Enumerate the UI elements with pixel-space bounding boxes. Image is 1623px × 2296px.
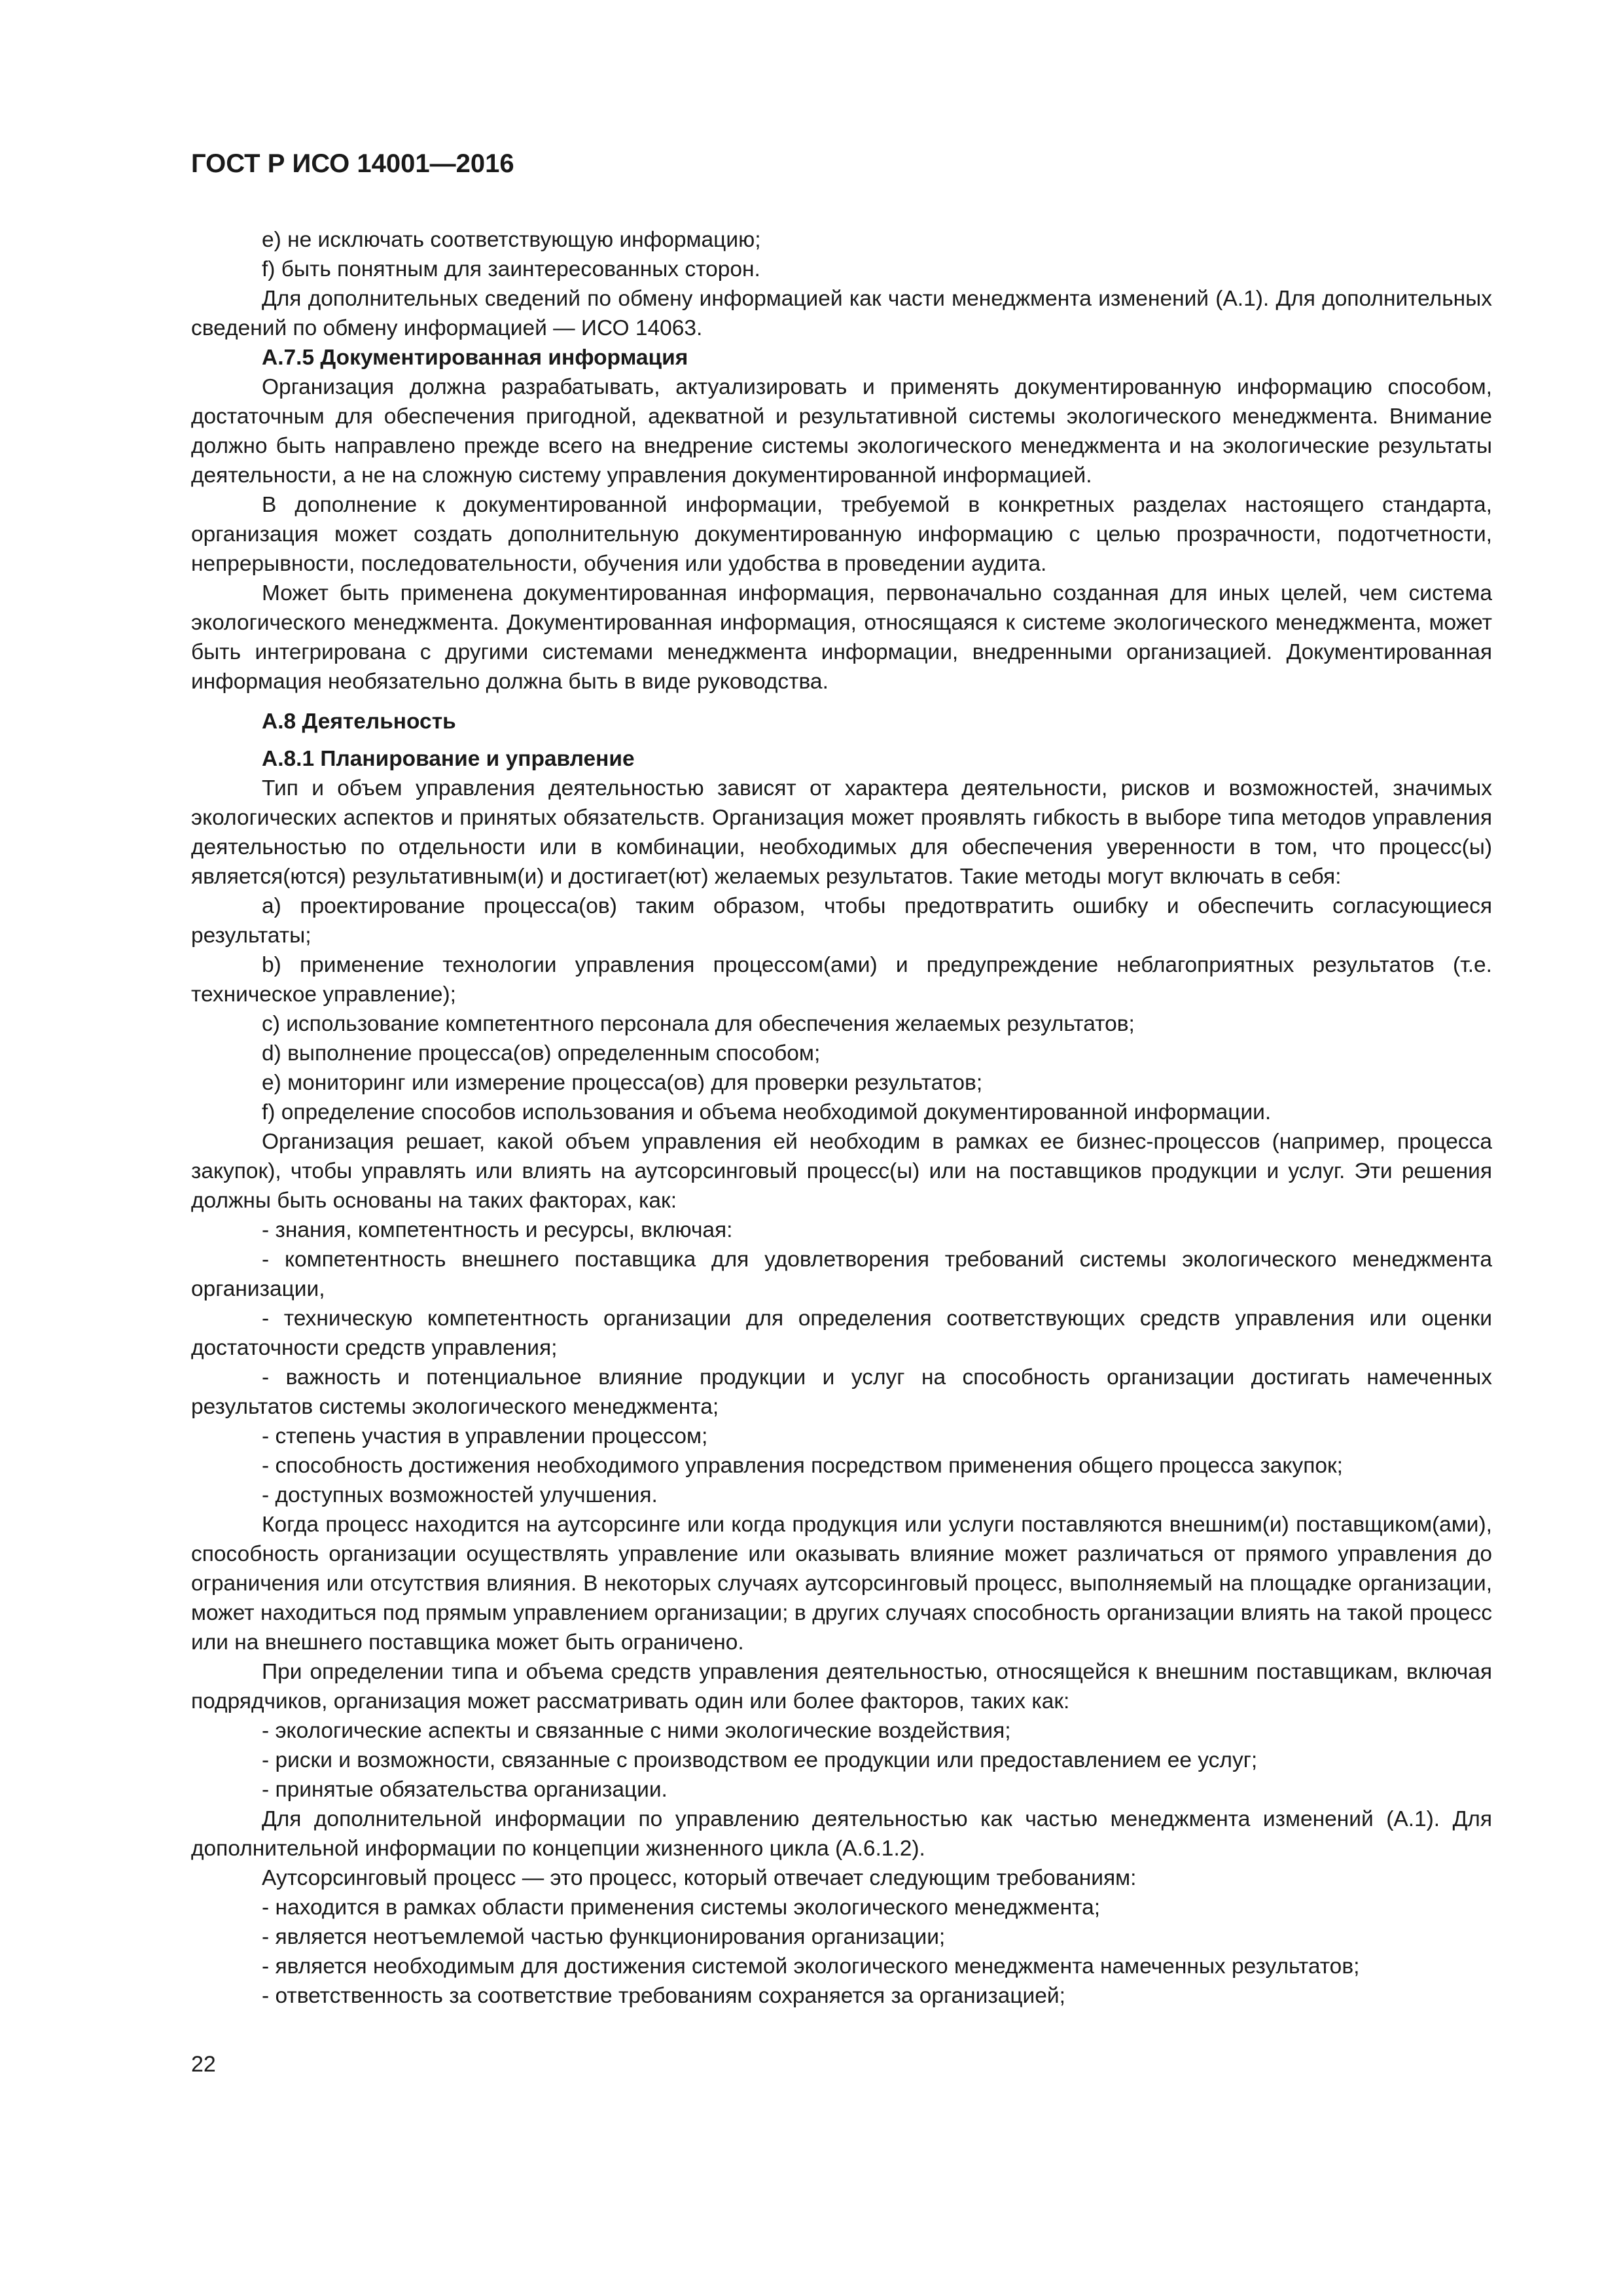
dash-list-item: - доступных возможностей улучшения.: [262, 1483, 658, 1507]
dash-list-item: - экологические аспекты и связанные с ними экологические воздействия;: [262, 1719, 1011, 1743]
paragraph: Для дополнительных сведений по обмену информацией как части менеджмента изменений (А.1). Для дополнительных сведений по обмену информацией — ИСО 14063.: [191, 287, 1492, 340]
paragraph: f) определение способов использования и объема необходимой документированной информации.: [262, 1100, 1272, 1124]
dash-list-item: - является необходимым для достижения системой экологического менеджмента намеченных результатов;: [262, 1954, 1360, 1979]
dash-list-item: - риски и возможности, связанные с производством ее продукции или предоставлением ее услуг;: [262, 1748, 1258, 1772]
section-heading: А.8.1 Планирование и управление: [262, 747, 635, 771]
dash-list-item: - способность достижения необходимого управления посредством применения общего процесса закупок;: [262, 1454, 1343, 1478]
paragraph: d) выполнение процесса(ов) определенным способом;: [262, 1041, 821, 1066]
paragraph: f) быть понятным для заинтересованных сторон.: [262, 257, 760, 281]
document-body: [191, 225, 1492, 2011]
dash-list-item: - находится в рамках области применения системы экологического менеджмента;: [262, 1895, 1101, 1920]
section-heading: А.7.5 Документированная информация: [262, 346, 688, 370]
paragraph: При определении типа и объема средств управления деятельностью, относящейся к внешним поставщикам, включая подрядчиков, организация может рассматривать один или более факторов, таких как:: [191, 1660, 1492, 1713]
paragraph: a) проектирование процесса(ов) таким образом, чтобы предотвратить ошибку и обеспечить согласующиеся результаты;: [191, 894, 1492, 948]
paragraph: Аутсорсинговый процесс — это процесс, который отвечает следующим требованиям:: [262, 1866, 1137, 1890]
paragraph: В дополнение к документированной информации, требуемой в конкретных разделах настоящего стандарта, организация может создать дополнительную документированную информацию с целью прозрачности, подотчетности, непрерывности, последовательности, обучения или удобства в проведении аудита.: [191, 493, 1492, 576]
paragraph: e) не исключать соответствующую информацию;: [262, 228, 761, 252]
page-number: 22: [191, 2052, 216, 2077]
dash-list-item: - принятые обязательства организации.: [262, 1778, 668, 1802]
paragraph: b) применение технологии управления процессом(ами) и предупреждение неблагоприятных результатов (т.е. техническое управление);: [191, 953, 1492, 1007]
dash-list-item: - степень участия в управлении процессом;: [262, 1424, 708, 1448]
dash-list-item: - компетентность внешнего поставщика для удовлетворения требований системы экологического менеджмента организации,: [191, 1247, 1492, 1301]
dash-list-item: - техническую компетентность организации для определения соответствующих средств управления или оценки достаточности средств управления;: [191, 1306, 1492, 1360]
dash-list-item: - ответственность за соответствие требованиям сохраняется за организацией;: [262, 1984, 1065, 2008]
paragraph: Для дополнительной информации по управлению деятельностью как частью менеджмента изменений (А.1). Для дополнительной информации по концепции жизненного цикла (А.6.1.2).: [191, 1807, 1492, 1861]
paragraph: e) мониторинг или измерение процесса(ов) для проверки результатов;: [262, 1071, 983, 1095]
document-header: ГОСТ Р ИСО 14001—2016: [191, 149, 514, 178]
paragraph: Тип и объем управления деятельностью зависят от характера деятельности, рисков и возможностей, значимых экологических аспектов и принятых обязательств. Организация может проявлять гибкость в выборе типа методов управления деятельностью по отдельности или в комбинации, необходимых для обеспечения уверенности в том, что процесс(ы) является(ются) результативным(и) и достигает(ют) желаемых результатов. Такие методы могут включать в себя:: [191, 776, 1492, 889]
paragraph: Организация должна разрабатывать, актуализировать и применять документированную информацию способом, достаточным для обеспечения пригодной, адекватной и результативной системы экологического менеджмента. Внимание должно быть направлено прежде всего на внедрение системы экологического менеджмента и на экологические результаты деятельности, а не на сложную систему управления документированной информацией.: [191, 375, 1492, 488]
paragraph: Когда процесс находится на аутсорсинге или когда продукция или услуги поставляются внешним(и) поставщиком(ами), способность организации осуществлять управление или оказывать влияние может различаться от прямого управления до ограничения или отсутствия влияния. В некоторых случаях аутсорсинговый процесс, выполняемый на площадке организации, может находиться под прямым управлением организации; в других случаях способность организации влиять на такой процесс или на внешнего поставщика может быть ограничено.: [191, 1513, 1492, 1655]
section-heading: А.8 Деятельность: [262, 709, 456, 734]
dash-list-item: - важность и потенциальное влияние продукции и услуг на способность организации достигать намеченных результатов системы экологического менеджмента;: [191, 1365, 1492, 1419]
paragraph: Организация решает, какой объем управления ей необходим в рамках ее бизнес-процессов (например, процесса закупок), чтобы управлять или влиять на аутсорсинговый процесс(ы) или на поставщиков продукции и услуг. Эти решения должны быть основаны на таких факторах, как:: [191, 1130, 1492, 1213]
paragraph: c) использование компетентного персонала для обеспечения желаемых результатов;: [262, 1012, 1135, 1036]
dash-list-item: - знания, компетентность и ресурсы, включая:: [262, 1218, 733, 1242]
paragraph: Может быть применена документированная информация, первоначально созданная для иных целей, чем система экологического менеджмента. Документированная информация, относящаяся к системе экологического менеджмента, может быть интегрирована с другими системами менеджмента информации, внедренными организацией. Документированная информация необязательно должна быть в виде руководства.: [191, 581, 1492, 694]
dash-list-item: - является неотъемлемой частью функционирования организации;: [262, 1925, 946, 1949]
